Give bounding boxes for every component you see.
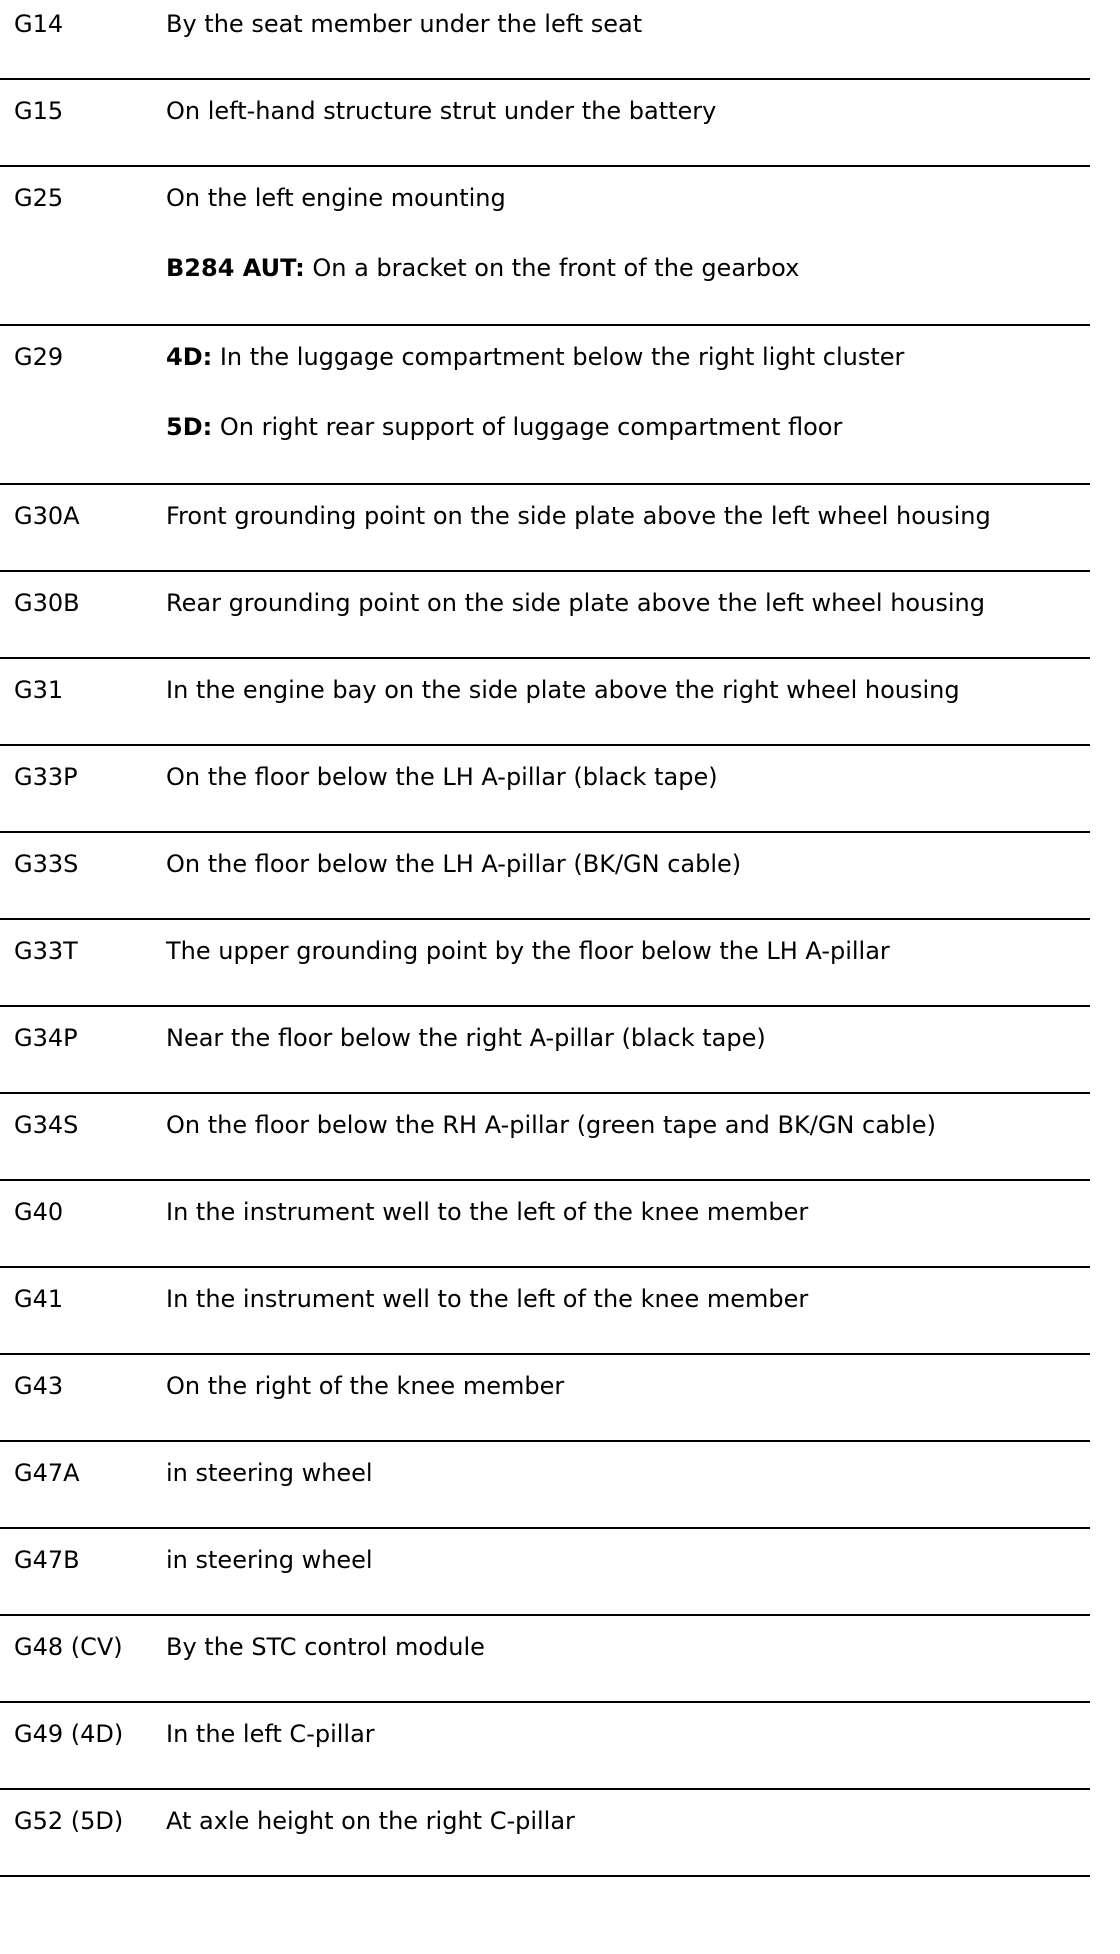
description-line [166,341,1082,373]
grounding-point-description [166,1544,1090,1576]
description-line [166,95,1082,127]
grounding-point-description [166,1022,1090,1054]
grounding-point-code: G33T [14,937,78,965]
grounding-point-description [166,500,1090,532]
description-line [166,8,1082,40]
grounding-point-description [166,761,1090,793]
grounding-point-description [166,8,1090,40]
grounding-point-description [166,1109,1090,1141]
grounding-point-description [166,95,1090,127]
description-text: At axle height on the right C-pillar [166,1807,575,1835]
grounding-point-code: G34S [14,1111,79,1139]
grounding-point-code: G49 (4D) [14,1720,124,1748]
grounding-point-code: G41 [14,1285,64,1313]
table-row [0,1544,1090,1616]
grounding-point-description [166,182,1090,284]
table-row [0,587,1090,659]
description-line [166,1805,1082,1837]
description-line [166,1718,1082,1750]
description-line [166,1631,1082,1663]
description-line [166,848,1082,880]
description-line [166,674,1082,706]
table-row [0,1457,1090,1529]
description-text: In the luggage compartment below the right light cluster [212,343,905,371]
grounding-point-code: G34P [14,1024,78,1052]
grounding-point-description [166,587,1090,619]
grounding-point-code: G25 [14,184,64,212]
description-line [166,1544,1082,1576]
table-row [0,761,1090,833]
grounding-point-code: G30B [14,589,80,617]
table-row [0,848,1090,920]
description-line [166,500,1082,532]
grounding-point-description [166,1718,1090,1750]
grounding-point-code: G31 [14,676,64,704]
grounding-point-code: G30A [14,502,80,530]
description-line [166,1109,1082,1141]
table-row [0,1196,1090,1268]
grounding-point-code: G52 (5D) [14,1807,124,1835]
grounding-point-code: G40 [14,1198,64,1226]
description-line [166,761,1082,793]
grounding-point-code: G43 [14,1372,64,1400]
grounding-point-code: G15 [14,97,64,125]
variant-prefix: 4D: [166,343,213,371]
grounding-point-code: G29 [14,343,64,371]
description-text: Rear grounding point on the side plate above the left wheel housing [166,589,985,617]
table-row [0,1805,1090,1877]
description-text: In the instrument well to the left of the knee member [166,1198,809,1226]
grounding-point-description [166,1283,1090,1315]
description-line [166,1196,1082,1228]
table-row [0,1370,1090,1442]
description-line [166,252,1082,284]
description-text: On the left engine mounting [166,184,506,212]
table-row [0,95,1090,167]
grounding-point-code: G14 [14,10,64,38]
table-row [0,1718,1090,1790]
description-text: In the instrument well to the left of the knee member [166,1285,809,1313]
table-row [0,1283,1090,1355]
description-text: On the floor below the LH A-pillar (black tape) [166,763,718,791]
description-line [166,1283,1082,1315]
description-text: On the floor below the RH A-pillar (green tape and BK/GN cable) [166,1111,936,1139]
description-line [166,411,1082,443]
table-row [0,674,1090,746]
table-row [0,1631,1090,1703]
table-row [0,1022,1090,1094]
grounding-point-code: G33S [14,850,79,878]
description-text: The upper grounding point by the floor below the LH A-pillar [166,937,890,965]
description-text: On the floor below the LH A-pillar (BK/GN cable) [166,850,742,878]
description-text: In the left C-pillar [166,1720,375,1748]
description-text: Front grounding point on the side plate above the left wheel housing [166,502,991,530]
grounding-point-description [166,848,1090,880]
description-line [166,1370,1082,1402]
table-row [0,182,1090,326]
description-text: Near the floor below the right A-pillar (black tape) [166,1024,766,1052]
description-line [166,587,1082,619]
grounding-point-code: G33P [14,763,78,791]
description-line [166,1457,1082,1489]
grounding-point-code: G48 (CV) [14,1633,123,1661]
grounding-point-description [166,674,1090,706]
description-text: On right rear support of luggage compartment floor [212,413,843,441]
variant-prefix: 5D: [166,413,213,441]
grounding-point-description [166,935,1090,967]
grounding-point-description [166,1805,1090,1837]
table-row [0,500,1090,572]
table-row [0,8,1090,80]
grounding-point-code: G47B [14,1546,80,1574]
description-text: On left-hand structure strut under the battery [166,97,717,125]
description-text: By the seat member under the left seat [166,10,643,38]
grounding-point-description [166,1370,1090,1402]
description-line [166,935,1082,967]
grounding-point-code: G47A [14,1459,80,1487]
grounding-point-description [166,1196,1090,1228]
grounding-point-description [166,341,1090,443]
description-text: in steering wheel [166,1546,373,1574]
table-row [0,935,1090,1007]
grounding-point-description [166,1457,1090,1489]
description-text: On a bracket on the front of the gearbox [304,254,800,282]
grounding-point-description [166,1631,1090,1663]
table-row [0,1109,1090,1181]
description-text: in steering wheel [166,1459,373,1487]
description-line [166,1022,1082,1054]
description-line [166,182,1082,214]
description-text: By the STC control module [166,1633,485,1661]
variant-prefix: B284 AUT: [166,254,305,282]
description-text: In the engine bay on the side plate above the right wheel housing [166,676,960,704]
table-row [0,341,1090,485]
description-text: On the right of the knee member [166,1372,565,1400]
